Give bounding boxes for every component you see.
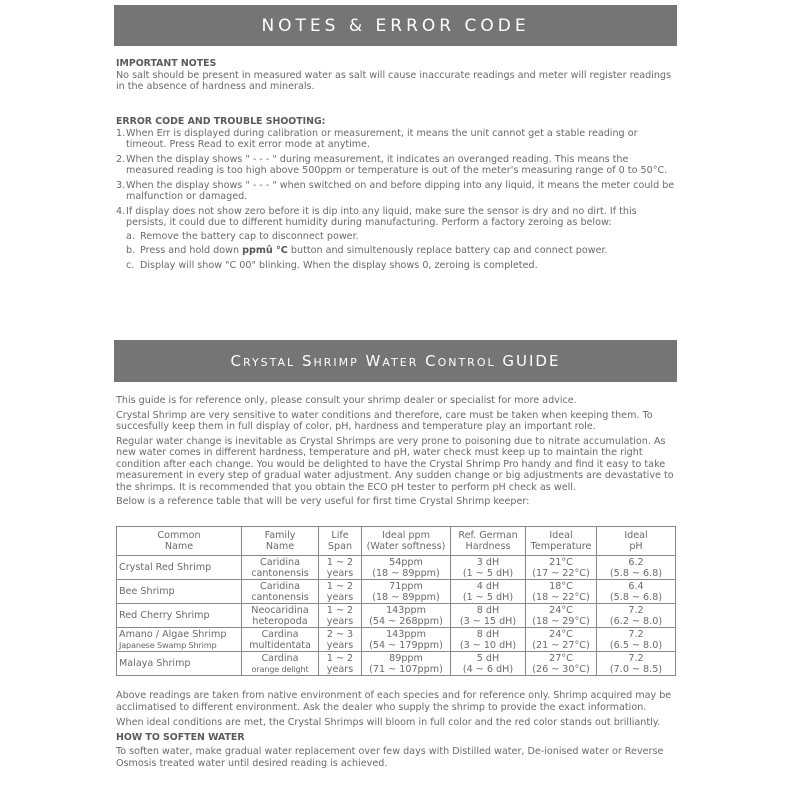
table-cell-line: (1 ~ 5 dH) (462, 591, 514, 603)
column-header-line: Ref. German (458, 530, 518, 541)
table-cell (319, 652, 362, 676)
table-cell-line: years (326, 591, 354, 603)
table-cell-line: (18 ~ 89ppm) (372, 567, 440, 579)
error-item-text: When the display shows " - - - " during measurement, it indicates an overanged reading. This means the measured reading is too high above 500ppm or temperature is out of the meter's measuring range of 0 to 50°C. (126, 153, 668, 176)
column-header-line: Name (265, 541, 295, 552)
table-cell-line: (54 ~ 179ppm) (369, 639, 443, 651)
table-cell-line: 1 ~ 2 (326, 556, 354, 568)
table-cell-line: Cardina (261, 628, 299, 640)
table-cell (117, 652, 242, 676)
table-cell-line: 5 dH (476, 652, 500, 664)
reference-table (116, 526, 676, 676)
table-cell-line: cantonensis (251, 567, 309, 579)
error-item-number: 2. (116, 153, 126, 165)
table-cell-line: years (326, 615, 354, 627)
table-cell-line: 18°C (549, 580, 573, 592)
table-cell-line: (1 ~ 5 dH) (462, 567, 514, 579)
zeroing-step (126, 245, 678, 257)
table-cell-line: (18 ~ 22°C) (532, 591, 590, 603)
table-cell-line: Japanese Swamp Shrimp (119, 639, 217, 650)
table-cell (362, 652, 451, 676)
table-cell-line: 143ppm (386, 628, 426, 640)
error-item-text: When the display shows " - - - " when switched on and before dipping into any liquid, it means the meter could be malfunction or damaged. (126, 179, 675, 202)
table-cell (319, 556, 362, 580)
zeroing-step (126, 231, 678, 243)
error-item (116, 180, 678, 203)
table-cell-line: 6.4 (628, 580, 644, 592)
table-cell-line: orange delight (251, 663, 309, 674)
column-header-line: Name (164, 541, 194, 552)
guide-intro-section (116, 395, 678, 508)
guide-paragraph: Above readings are taken from native environment of each species and for reference only. Shrimp acquired may be acclimatised to different environment. Ask the dealer who supply the shrimp to provide the exact information. (116, 690, 672, 713)
table-cell-line: (71 ~ 107ppm) (369, 663, 443, 675)
zeroing-step-letter: c. (126, 259, 135, 271)
table-cell-line: (3 ~ 15 dH) (459, 615, 517, 627)
table-cell-line: (26 ~ 30°C) (532, 663, 590, 675)
error-item-number: 3. (116, 179, 126, 191)
table-cell-line: 21°C (549, 556, 573, 568)
column-header-line: Ideal ppm (382, 530, 430, 541)
table-cell-line: years (326, 663, 354, 675)
table-cell-line: (7.0 ~ 8.5) (609, 663, 663, 675)
table-cell (526, 652, 597, 676)
table-cell (319, 628, 362, 652)
table-cell-line: Malaya Shrimp (119, 658, 191, 669)
table-cell (451, 556, 526, 580)
column-header (597, 527, 676, 556)
table-cell (242, 580, 319, 604)
table-cell-line: Amano / Algae Shrimp (119, 628, 227, 640)
table-cell-line: 24°C (549, 604, 573, 616)
table-cell-line: 24°C (549, 628, 573, 640)
table-cell-line: 8 dH (476, 604, 500, 616)
error-item-text: If display does not show zero before it is dip into any liquid, make sure the sensor is dry and no dirt. If this persists, it could due to different humidity during manufacturing. Perform a factory zeroing as below: (126, 205, 637, 228)
table-cell (526, 580, 597, 604)
error-item (116, 154, 678, 177)
table-cell-line: years (326, 639, 354, 651)
table-header-row (117, 527, 676, 556)
table-cell (451, 652, 526, 676)
zeroing-step-letter: a. (126, 230, 135, 242)
table-cell-line: Cardina (261, 652, 299, 664)
table-cell (597, 628, 676, 652)
table-cell-line: (21 ~ 27°C) (532, 639, 590, 651)
table-cell-line: Red Cherry Shrimp (119, 610, 210, 621)
table-cell-line: multidentata (249, 639, 311, 651)
table-cell-line: (18 ~ 29°C) (532, 615, 590, 627)
table-cell-line: Caridina (260, 580, 300, 592)
table-row (117, 604, 676, 628)
column-header-line: Ideal (624, 530, 648, 541)
table-cell (526, 604, 597, 628)
table-cell-line: 7.2 (628, 604, 644, 616)
table-cell-line: 89ppm (389, 652, 423, 664)
table-cell-line: Caridina (260, 556, 300, 568)
table-cell-line: 1 ~ 2 (326, 580, 354, 592)
table-cell-line: (3 ~ 10 dH) (459, 639, 517, 651)
table-cell (362, 556, 451, 580)
table-cell-line: (54 ~ 268ppm) (369, 615, 443, 627)
column-header-line: (Water softness) (366, 541, 446, 552)
important-notes-section (116, 58, 678, 93)
guide-paragraph: Below is a reference table that will be very useful for first time Crystal Shrimp keeper: (116, 496, 530, 507)
ppm-temp-button-label: ppmû °C (242, 245, 288, 256)
table-cell-line: Bee Shrimp (119, 586, 175, 597)
important-notes-heading: IMPORTANT NOTES (116, 58, 217, 69)
table-row (117, 628, 676, 652)
zeroing-step-text-pre: Press and hold down (140, 245, 243, 256)
column-header (526, 527, 597, 556)
column-header-line: Common (157, 530, 201, 541)
column-header (242, 527, 319, 556)
error-item (116, 128, 678, 151)
column-header-line: Hardness (465, 541, 511, 552)
column-header-line: Family (264, 530, 296, 541)
table-cell (319, 580, 362, 604)
table-cell-line: (5.8 ~ 6.8) (609, 591, 663, 603)
error-code-heading: ERROR CODE AND TROUBLE SHOOTING: (116, 116, 326, 127)
table-cell-line: 1 ~ 2 (326, 652, 354, 664)
table-cell-line: 6.2 (628, 556, 644, 568)
table-cell-line: 8 dH (476, 628, 500, 640)
table-cell (526, 628, 597, 652)
table-cell (362, 628, 451, 652)
table-cell (117, 628, 242, 652)
table-cell (597, 580, 676, 604)
column-header (451, 527, 526, 556)
guide-footer-section (116, 690, 678, 769)
table-cell-line: (5.8 ~ 6.8) (609, 567, 663, 579)
column-header-line: Span (327, 541, 353, 552)
table-cell-line: 2 ~ 3 (326, 628, 354, 640)
table-cell (597, 604, 676, 628)
guide-paragraph: When ideal conditions are met, the Crystal Shrimps will bloom in full color and the red color stands out brilliantly. (116, 717, 661, 728)
table-cell-line: (6.2 ~ 8.0) (609, 615, 663, 627)
zeroing-step-text-post: button and simultenously replace battery cap and connect power. (287, 245, 608, 256)
table-cell (117, 604, 242, 628)
zeroing-step-text: Remove the battery cap to disconnect power. (140, 230, 359, 242)
table-row (117, 580, 676, 604)
guide-paragraph: Crystal Shrimp are very sensitive to water conditions and therefore, care must be taken when keeping them. To succesfully keep them in full display of color, pH, hardness and temperature play an important role. (116, 409, 653, 432)
table-cell (242, 628, 319, 652)
section-banner-notes: NOTES & ERROR CODE (114, 5, 677, 46)
table-cell (362, 604, 451, 628)
zeroing-step-letter: b. (126, 245, 136, 256)
table-cell (451, 604, 526, 628)
column-header (117, 527, 242, 556)
table-cell (319, 604, 362, 628)
error-code-section (116, 116, 678, 271)
zeroing-step-text: Display will show "C 00" blinking. When the display shows 0, zeroing is completed. (140, 259, 538, 271)
column-header-line: Ideal (549, 530, 573, 541)
table-cell-line: 7.2 (628, 652, 644, 664)
table-cell-line: (4 ~ 6 dH) (462, 663, 514, 675)
table-row (117, 556, 676, 580)
table-cell-line: Neocaridina (251, 604, 309, 616)
table-cell (597, 652, 676, 676)
table-cell-line: 54ppm (389, 556, 423, 568)
table-cell (242, 652, 319, 676)
table-cell-line: 1 ~ 2 (326, 604, 354, 616)
error-item (116, 206, 678, 229)
table-cell (451, 628, 526, 652)
table-cell-line: 7.2 (628, 628, 644, 640)
error-item-number: 4. (116, 205, 126, 217)
table-cell (242, 556, 319, 580)
table-cell (526, 556, 597, 580)
table-cell (117, 556, 242, 580)
guide-paragraph: To soften water, make gradual water replacement over few days with Distilled water, De-ionised water or Reverse Osmosis treated water until desired reading is achieved. (116, 746, 664, 769)
column-header-line: pH (629, 541, 643, 552)
table-row (117, 652, 676, 676)
section-banner-guide: Crystal Shrimp Water Control GUIDE (114, 340, 677, 382)
table-cell (117, 580, 242, 604)
column-header (362, 527, 451, 556)
guide-paragraph: This guide is for reference only, please consult your shrimp dealer or specialist for more advice. (116, 395, 577, 406)
table-cell-line: years (326, 567, 354, 579)
table-cell-line: Crystal Red Shrimp (119, 562, 212, 573)
table-body (117, 556, 676, 676)
soften-water-heading: HOW TO SOFTEN WATER (116, 731, 245, 743)
table-cell-line: 71ppm (389, 580, 423, 592)
column-header-line: Life (331, 530, 349, 541)
table-cell (242, 604, 319, 628)
column-header (319, 527, 362, 556)
table-cell-line: cantonensis (251, 591, 309, 603)
table-cell-line: (6.5 ~ 8.0) (609, 639, 663, 651)
zeroing-step (126, 260, 678, 272)
error-item-text: When Err is displayed during calibration or measurement, it means the unit cannot get a stable reading or timeout. Press Read to exit error mode at anytime. (126, 127, 638, 150)
important-notes-text: No salt should be present in measured water as salt will cause inaccurate readings and meter will register readings in the absence of hardness and minerals. (116, 69, 672, 92)
table-cell-line: 143ppm (386, 604, 426, 616)
table-cell-line: heteropoda (252, 615, 308, 627)
table-cell-line: (17 ~ 22°C) (532, 567, 590, 579)
column-header-line: Temperature (530, 541, 592, 552)
table-cell (597, 556, 676, 580)
table-cell-line: 27°C (549, 652, 573, 664)
guide-paragraph: Regular water change is inevitable as Crystal Shrimps are very prone to poisoning due to nitrate accumulation. As new water comes in different hardness, temperature and pH, water check must keep up to maintain the right condition after each change. You would be delighted to have the Crystal Shrimp Pro handy and find it easy to take measurement in every step of gradual water adjustment. Any sudden change or big adjustments are devastative to the shrimps. It is recommended that you obtain the ECO pH tester to perform pH check as well. (116, 435, 674, 493)
error-item-number: 1. (116, 127, 126, 139)
table-cell-line: 4 dH (476, 580, 500, 592)
table-cell-line: 3 dH (476, 556, 500, 568)
table-cell (451, 580, 526, 604)
zeroing-step-text (140, 245, 608, 257)
table-cell-line: (18 ~ 89ppm) (372, 591, 440, 603)
table-cell (362, 580, 451, 604)
